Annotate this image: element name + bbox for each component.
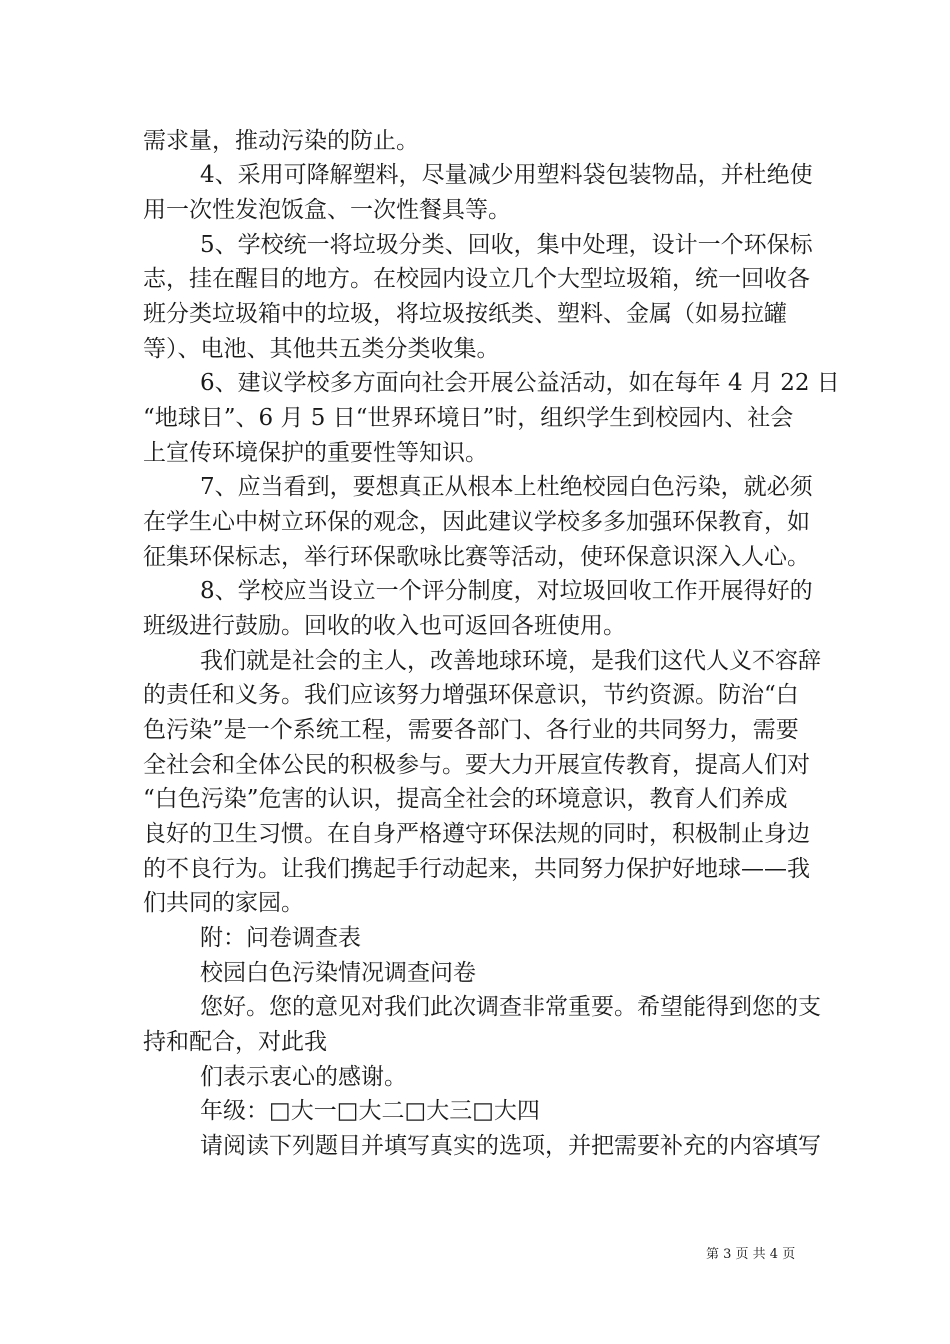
text-line: 征集环保标志，举行环保歌咏比赛等活动，使环保意识深入人心。 <box>143 544 810 570</box>
text-line: 全社会和全体公民的积极参与。要大力开展宣传教育，提高人们对 <box>143 752 810 778</box>
text-line: 我们就是社会的主人，改善地球环境，是我们这代人义不容辞 <box>200 648 821 674</box>
text-line: 8、学校应当设立一个评分制度，对垃圾回收工作开展得好的 <box>200 578 813 604</box>
text-line: 校园白色污染情况调查问卷 <box>200 960 476 986</box>
text-line: 班分类垃圾箱中的垃圾，将垃圾按纸类、塑料、金属（如易拉罐 <box>143 301 787 327</box>
text-line: 在学生心中树立环保的观念，因此建议学校多多加强环保教育，如 <box>143 509 810 535</box>
text-line: 们共同的家园。 <box>143 890 304 916</box>
page-indicator: 第 3 页 共 4 页 <box>706 1247 796 1262</box>
text-line: 附：问卷调查表 <box>200 925 361 951</box>
text-line: 6、建议学校多方面向社会开展公益活动，如在每年 4 月 22 日 <box>200 370 840 396</box>
text-line: “地球日”、6 月 5 日“世界环境日”时，组织学生到校园内、社会 <box>143 405 794 431</box>
text-line: 上宣传环境保护的重要性等知识。 <box>143 440 488 466</box>
text-line: 们表示衷心的感谢。 <box>200 1064 407 1090</box>
text-line: 需求量，推动污染的防止。 <box>143 128 419 154</box>
text-line: 班级进行鼓励。回收的收入也可返回各班使用。 <box>143 613 626 639</box>
text-line: 5、学校统一将垃圾分类、回收，集中处理，设计一个环保标 <box>200 232 813 258</box>
text-line: 志，挂在醒目的地方。在校园内设立几个大型垃圾箱，统一回收各 <box>143 266 810 292</box>
text-line: 持和配合，对此我 <box>143 1029 327 1055</box>
text-line: 请阅读下列题目并填写真实的选项，并把需要补充的内容填写 <box>200 1133 821 1159</box>
text-line: 7、应当看到，要想真正从根本上杜绝校园白色污染，就必须 <box>200 474 813 500</box>
text-line: “白色污染”危害的认识，提高全社会的环境意识，教育人们养成 <box>143 786 788 812</box>
text-line: 良好的卫生习惯。在自身严格遵守环保法规的同时，积极制止身边 <box>143 821 810 847</box>
text-line: 等）、电池、其他共五类分类收集。 <box>143 336 500 362</box>
text-line: 色污染”是一个系统工程，需要各部门、各行业的共同努力，需要 <box>143 717 799 743</box>
text-line: 年级：□大一□大二□大三□大四 <box>200 1098 540 1124</box>
text-line: 的不良行为。让我们携起手行动起来，共同努力保护好地球——我 <box>143 856 810 882</box>
text-line: 4、采用可降解塑料，尽量减少用塑料袋包装物品，并杜绝使 <box>200 162 813 188</box>
text-line: 用一次性发泡饭盒、一次性餐具等。 <box>143 197 511 223</box>
text-line: 的责任和义务。我们应该努力增强环保意识，节约资源。防治“白 <box>143 682 799 708</box>
text-line: 您好。您的意见对我们此次调查非常重要。希望能得到您的支 <box>200 994 821 1020</box>
